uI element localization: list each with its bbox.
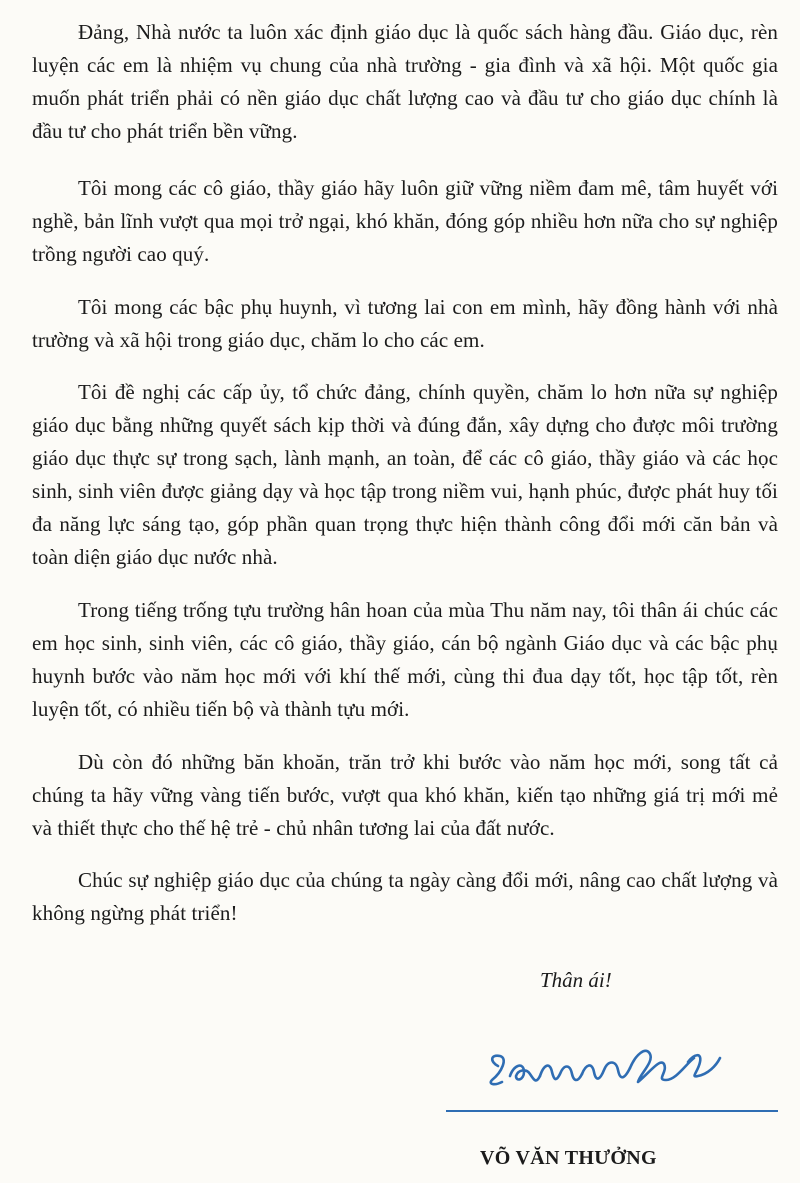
letter-paragraph-4: Tôi đề nghị các cấp ủy, tổ chức đảng, chính quyền, chăm lo hơn nữa sự nghiệp giáo dục bằng những quyết sách kịp thời và đúng đắn, xây dựng cho được môi trường giáo dục thực sự trong sạch, lành mạnh, an toàn, để các cô giáo, thầy giáo và các học sinh, sinh viên được giảng dạy và học tập trong niềm vui, hạnh phúc, được phát huy tối đa năng lực sáng tạo, góp phần quan trọng thực hiện thành công đổi mới căn bản và toàn diện giáo dục nước nhà. [32, 380, 778, 569]
letter-paragraph-6: Dù còn đó những băn khoăn, trăn trở khi bước vào năm học mới, song tất cả chúng ta hãy vững vàng tiến bước, vượt qua khó khăn, kiến tạo những giá trị mới mẻ và thiết thực cho thế hệ trẻ - chủ nhân tương lai của đất nước. [32, 750, 778, 840]
closing-greeting: Thân ái! [540, 968, 612, 992]
signature-underline [446, 1110, 778, 1112]
letter-paragraph-1: Đảng, Nhà nước ta luôn xác định giáo dục là quốc sách hàng đầu. Giáo dục, rèn luyện các em là nhiệm vụ chung của nhà trường - gia đình và xã hội. Một quốc gia muốn phát triển phải có nền giáo dục chất lượng cao và đầu tư cho giáo dục chính là đầu tư cho phát triển bền vững. [32, 20, 778, 143]
letter-paragraph-5: Trong tiếng trống tựu trường hân hoan của mùa Thu năm nay, tôi thân ái chúc các em học sinh, sinh viên, các cô giáo, thầy giáo, cán bộ ngành Giáo dục và các bậc phụ huynh bước vào năm học mới với khí thế mới, cùng thi đua dạy tốt, học tập tốt, rèn luyện tốt, có nhiều tiến bộ và thành tựu mới. [32, 598, 778, 721]
signer-name: VÕ VĂN THƯỞNG [480, 1147, 657, 1169]
letter-paragraph-3: Tôi mong các bậc phụ huynh, vì tương lai con em mình, hãy đồng hành với nhà trường và xã hội trong giáo dục, chăm lo cho các em. [32, 295, 778, 352]
handwritten-signature [480, 1028, 750, 1103]
letter-paragraph-7: Chúc sự nghiệp giáo dục của chúng ta ngày càng đổi mới, nâng cao chất lượng và không ngừng phát triển! [32, 868, 778, 925]
letter-paragraph-2: Tôi mong các cô giáo, thầy giáo hãy luôn giữ vững niềm đam mê, tâm huyết với nghề, bản lĩnh vượt qua mọi trở ngại, khó khăn, đóng góp nhiều hơn nữa cho sự nghiệp trồng người cao quý. [32, 176, 778, 266]
